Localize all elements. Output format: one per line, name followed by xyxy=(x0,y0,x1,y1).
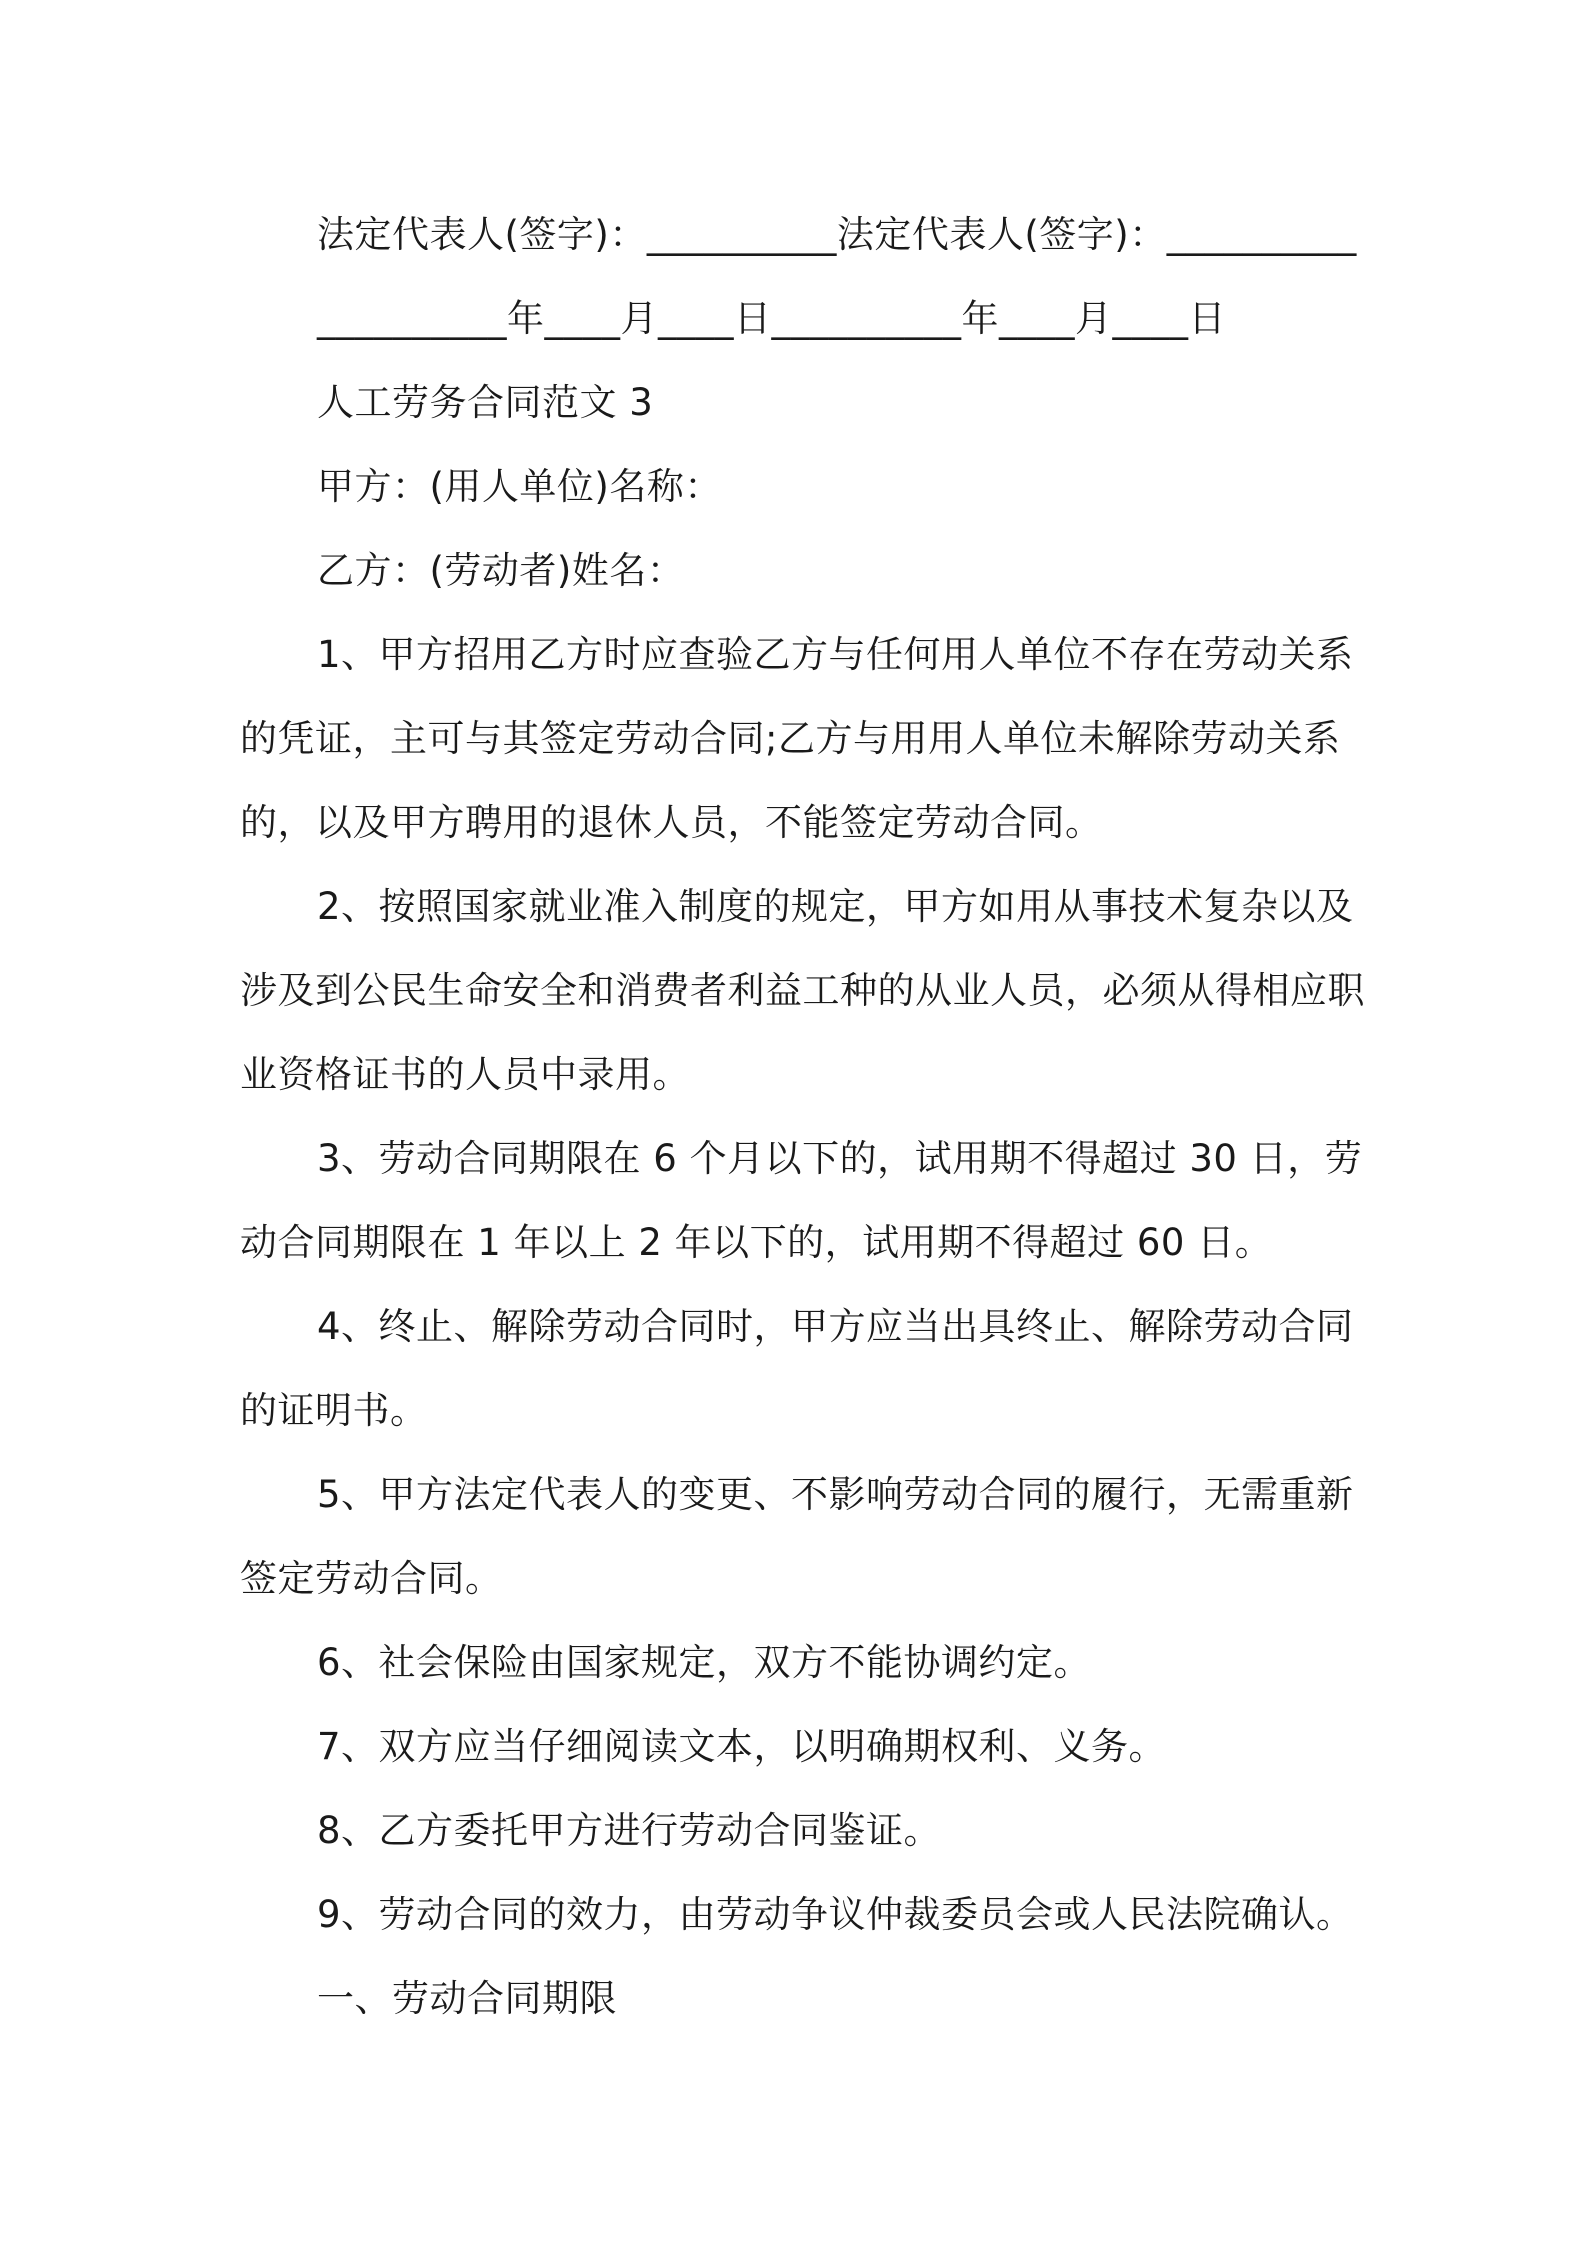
clause-4-line-2: 的证明书。 xyxy=(240,1389,428,1432)
clause-1-line-2: 的凭证，主可与其签定劳动合同;乙方与用用人单位未解除劳动关系 xyxy=(240,717,1341,760)
document-body xyxy=(240,193,1365,2041)
clause-2-line-2: 涉及到公民生命安全和消费者利益工种的从业人员，必须从得相应职 xyxy=(240,969,1365,1012)
clause-2-line-3: 业资格证书的人员中录用。 xyxy=(240,1053,690,1096)
clause-1-line-3: 的，以及甲方聘用的退休人员，不能签定劳动合同。 xyxy=(240,801,1103,844)
section-heading-contract-term: 一、劳动合同期限 xyxy=(317,1977,617,2020)
clause-2-line-1: 2、按照国家就业准入制度的规定，甲方如用从事技术复杂以及 xyxy=(317,885,1354,928)
section-title: 人工劳务合同范文 3 xyxy=(317,381,654,424)
party-a-line: 甲方：(用人单位)名称： xyxy=(317,465,722,508)
clause-9: 9、劳动合同的效力，由劳动争议仲裁委员会或人民法院确认。 xyxy=(317,1893,1354,1936)
clause-6: 6、社会保险由国家规定，双方不能协调约定。 xyxy=(317,1641,1092,1684)
party-b-line: 乙方：(劳动者)姓名： xyxy=(317,549,685,592)
signature-line: 法定代表人(签字)：__________法定代表人(签字)：__________ xyxy=(317,213,1357,256)
date-line: __________年____月____日__________年____月____日 xyxy=(317,297,1226,340)
clause-3-line-2: 动合同期限在 1 年以上 2 年以下的，试用期不得超过 60 日。 xyxy=(240,1221,1273,1264)
clause-4-line-1: 4、终止、解除劳动合同时，甲方应当出具终止、解除劳动合同 xyxy=(317,1305,1354,1348)
clause-5-line-2: 签定劳动合同。 xyxy=(240,1557,503,1600)
clause-7: 7、双方应当仔细阅读文本，以明确期权利、义务。 xyxy=(317,1725,1167,1768)
clause-5-line-1: 5、甲方法定代表人的变更、不影响劳动合同的履行，无需重新 xyxy=(317,1473,1354,1516)
clause-3-line-1: 3、劳动合同期限在 6 个月以下的，试用期不得超过 30 日，劳 xyxy=(317,1137,1363,1180)
clause-1-line-1: 1、甲方招用乙方时应查验乙方与任何用人单位不存在劳动关系 xyxy=(317,633,1354,676)
clause-8: 8、乙方委托甲方进行劳动合同鉴证。 xyxy=(317,1809,942,1852)
